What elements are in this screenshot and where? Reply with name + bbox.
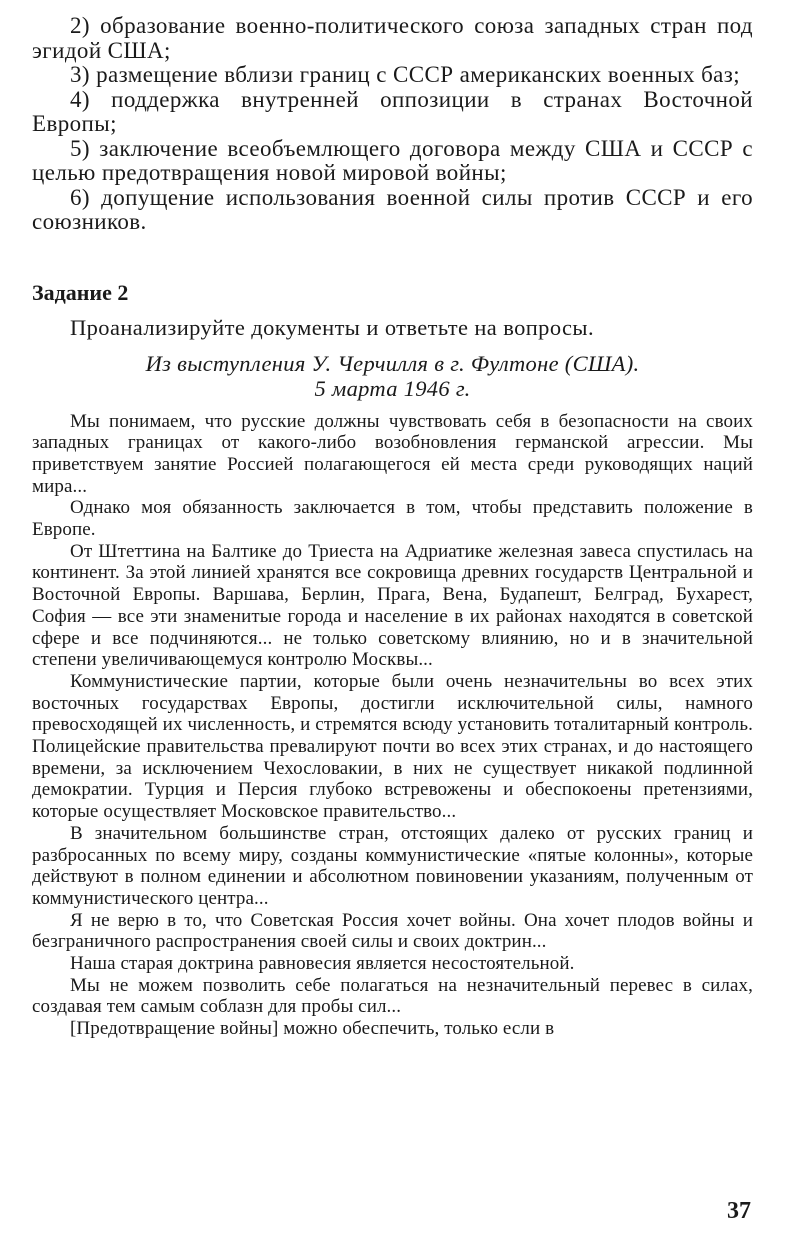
page-content — [32, 14, 753, 1040]
document-paragraph: Коммунистические партии, которые были очень незначительны во всех этих восточных государствах Европы, достигли исключительной силы, намного превосходящей их численность, и стремятся всюду установить тоталитарный контроль. Полицейские правительства превалируют почти во всех этих странах, и до настоящего времени, за исключением Чехословакии, в них не существует никакой подлинной демократии. Турция и Персия глубоко встревожены и обеспокоены претензиями, которые осуществляет Московское правительство... — [32, 670, 753, 823]
document-paragraph: Мы не можем позволить себе полагаться на незначительный перевес в силах, создавая тем самым соблазн для пробы сил... — [32, 974, 753, 1018]
document-date: 5 марта 1946 г. — [314, 375, 471, 401]
document-body — [32, 411, 753, 1040]
task-heading: Задание 2 — [32, 279, 129, 305]
list-item: 6) допущение использования военной силы против СССР и его союзников. — [32, 184, 753, 234]
list-item: 4) поддержка внутренней оппозиции в странах Восточной Европы; — [32, 86, 753, 136]
answer-options-list — [32, 14, 753, 235]
document-paragraph: От Штеттина на Балтике до Триеста на Адриатике железная завеса спустилась на континент. За этой линией хранятся все сокровища древних государств Центральной и Восточной Европы. Варшава, Берлин, Прага, Вена, Будапешт, Белград, Бухарест, София — все эти знаменитые города и население в их районах находятся в советской сфере и все подчиняются... не только советскому влиянию, но и в значительной степени увеличивающемуся контролю Москвы... — [32, 540, 753, 671]
document-title-line: Из выступления У. Черчилля в г. Фултоне (США). — [145, 350, 640, 376]
page-number: 37 — [727, 1198, 751, 1224]
list-item: 3) размещение вблизи границ с СССР американских военных баз; — [70, 62, 741, 87]
list-item: 5) заключение всеобъемлющего договора между США и СССР с целью предотвращения новой мировой войны; — [32, 135, 753, 185]
list-item: 2) образование военно-политического союза западных стран под эгидой США; — [32, 13, 753, 63]
document-paragraph: Я не верю в то, что Советская Россия хочет войны. Она хочет плодов войны и безграничного распространения своей силы и своих доктрин... — [32, 909, 753, 953]
document-paragraph: [Предотвращение войны] можно обеспечить, только если в — [70, 1018, 555, 1040]
document-paragraph: В значительном большинстве стран, отстоящих далеко от русских границ и разбросанных по всему миру, созданы коммунистические «пятые колонны», которые действуют в полном единении и абсолютном повиновении указаниям, полученным от коммунистического центра... — [32, 822, 753, 909]
document-paragraph: Однако моя обязанность заключается в том, чтобы представить положение в Европе. — [32, 497, 753, 541]
task-instruction: Проанализируйте документы и ответьте на вопросы. — [70, 314, 594, 340]
document-title — [32, 351, 753, 401]
document-paragraph: Наша старая доктрина равновесия является несостоятельной. — [70, 953, 575, 975]
document-paragraph: Мы понимаем, что русские должны чувствовать себя в безопасности на своих западных границах от какого-либо возобновления германской агрессии. Мы приветствуем занятие Россией полагающегося ей места среди руководящих наций мира... — [32, 410, 753, 497]
